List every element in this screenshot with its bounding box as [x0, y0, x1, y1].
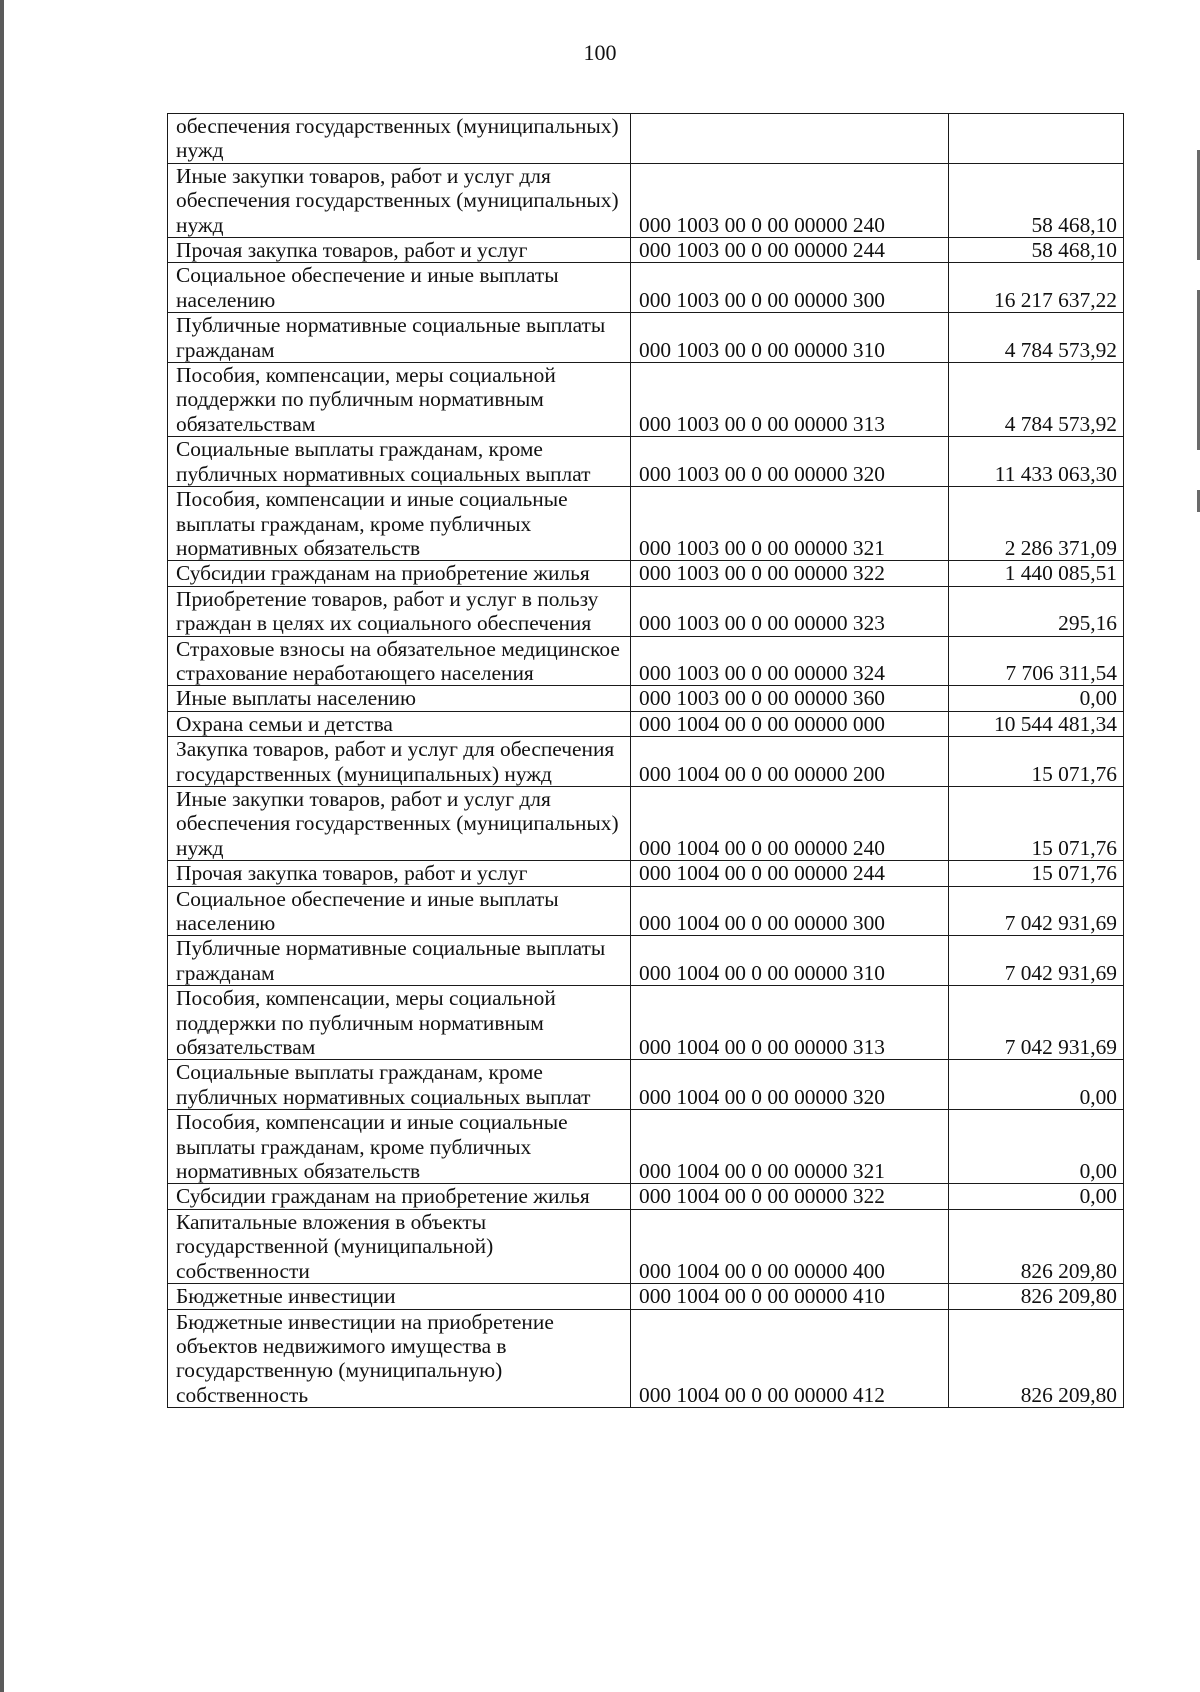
- row-sum-cell: 0,00: [949, 686, 1124, 711]
- row-sum-cell: 11 433 063,30: [949, 437, 1124, 487]
- row-name-cell: Пособия, компенсации, меры социальной поддержки по публичным нормативным обязательствам: [168, 986, 631, 1060]
- row-code-cell: 000 1003 00 0 00 00000 300: [631, 263, 949, 313]
- table-row: [168, 238, 1124, 263]
- table-row: [168, 636, 1124, 686]
- row-name-cell: Публичные нормативные социальные выплаты гражданам: [168, 936, 631, 986]
- row-sum-cell: 58 468,10: [949, 238, 1124, 263]
- row-name-cell: Иные закупки товаров, работ и услуг для обеспечения государственных (муниципальных) нужд: [168, 163, 631, 237]
- row-sum-cell: 4 784 573,92: [949, 363, 1124, 437]
- table-row: [168, 163, 1124, 237]
- table-row: [168, 487, 1124, 561]
- row-code-cell: 000 1004 00 0 00 00000 400: [631, 1209, 949, 1283]
- table-row: [168, 586, 1124, 636]
- table-row: [168, 686, 1124, 711]
- table-row: [168, 936, 1124, 986]
- row-code-cell: [631, 114, 949, 164]
- row-name-cell: Приобретение товаров, работ и услуг в пользу граждан в целях их социального обеспечения: [168, 586, 631, 636]
- row-code-cell: 000 1004 00 0 00 00000 244: [631, 861, 949, 886]
- row-sum-cell: 16 217 637,22: [949, 263, 1124, 313]
- row-name-cell: Капитальные вложения в объекты государственной (муниципальной) собственности: [168, 1209, 631, 1283]
- row-sum-cell: 2 286 371,09: [949, 487, 1124, 561]
- row-sum-cell: 826 209,80: [949, 1209, 1124, 1283]
- row-name-cell: Пособия, компенсации, меры социальной поддержки по публичным нормативным обязательствам: [168, 363, 631, 437]
- row-sum-cell: 0,00: [949, 1110, 1124, 1184]
- row-code-cell: 000 1003 00 0 00 00000 322: [631, 561, 949, 586]
- table-row: [168, 1060, 1124, 1110]
- row-sum-cell: 0,00: [949, 1184, 1124, 1209]
- row-code-cell: 000 1003 00 0 00 00000 313: [631, 363, 949, 437]
- row-sum-cell: 15 071,76: [949, 737, 1124, 787]
- row-code-cell: 000 1004 00 0 00 00000 240: [631, 786, 949, 860]
- row-sum-cell: 7 042 931,69: [949, 986, 1124, 1060]
- row-name-cell: Иные выплаты населению: [168, 686, 631, 711]
- row-code-cell: 000 1004 00 0 00 00000 000: [631, 711, 949, 736]
- table-row: [168, 561, 1124, 586]
- table-row: [168, 1184, 1124, 1209]
- row-name-cell: Субсидии гражданам на приобретение жилья: [168, 561, 631, 586]
- table-row: [168, 737, 1124, 787]
- row-name-cell: Социальные выплаты гражданам, кроме публичных нормативных социальных выплат: [168, 437, 631, 487]
- row-sum-cell: 295,16: [949, 586, 1124, 636]
- table-row: [168, 313, 1124, 363]
- row-name-cell: Прочая закупка товаров, работ и услуг: [168, 238, 631, 263]
- row-sum-cell: 7 706 311,54: [949, 636, 1124, 686]
- row-code-cell: 000 1003 00 0 00 00000 321: [631, 487, 949, 561]
- table-row: [168, 363, 1124, 437]
- row-sum-cell: 826 209,80: [949, 1309, 1124, 1408]
- row-code-cell: 000 1003 00 0 00 00000 320: [631, 437, 949, 487]
- table-row: [168, 263, 1124, 313]
- table-row: [168, 1309, 1124, 1408]
- row-name-cell: Бюджетные инвестиции на приобретение объектов недвижимого имущества в государственную (муниципальную) собственность: [168, 1309, 631, 1408]
- row-code-cell: 000 1003 00 0 00 00000 240: [631, 163, 949, 237]
- row-code-cell: 000 1004 00 0 00 00000 200: [631, 737, 949, 787]
- row-sum-cell: 15 071,76: [949, 786, 1124, 860]
- row-name-cell: Прочая закупка товаров, работ и услуг: [168, 861, 631, 886]
- row-name-cell: Публичные нормативные социальные выплаты гражданам: [168, 313, 631, 363]
- budget-table-body: [168, 114, 1124, 1408]
- row-sum-cell: 4 784 573,92: [949, 313, 1124, 363]
- row-name-cell: Пособия, компенсации и иные социальные выплаты гражданам, кроме публичных нормативных обязательств: [168, 487, 631, 561]
- row-code-cell: 000 1004 00 0 00 00000 412: [631, 1309, 949, 1408]
- row-name-cell: Социальные выплаты гражданам, кроме публичных нормативных социальных выплат: [168, 1060, 631, 1110]
- row-code-cell: 000 1004 00 0 00 00000 322: [631, 1184, 949, 1209]
- table-row: [168, 786, 1124, 860]
- row-code-cell: 000 1004 00 0 00 00000 321: [631, 1110, 949, 1184]
- row-sum-cell: [949, 114, 1124, 164]
- row-code-cell: 000 1004 00 0 00 00000 410: [631, 1284, 949, 1309]
- table-row: [168, 114, 1124, 164]
- table-row: [168, 1110, 1124, 1184]
- row-name-cell: Субсидии гражданам на приобретение жилья: [168, 1184, 631, 1209]
- table-row: [168, 1209, 1124, 1283]
- scan-left-edge: [0, 0, 4, 1692]
- row-sum-cell: 0,00: [949, 1060, 1124, 1110]
- row-sum-cell: 58 468,10: [949, 163, 1124, 237]
- row-code-cell: 000 1004 00 0 00 00000 320: [631, 1060, 949, 1110]
- row-name-cell: Пособия, компенсации и иные социальные выплаты гражданам, кроме публичных нормативных обязательств: [168, 1110, 631, 1184]
- table-row: [168, 886, 1124, 936]
- row-code-cell: 000 1004 00 0 00 00000 310: [631, 936, 949, 986]
- row-sum-cell: 15 071,76: [949, 861, 1124, 886]
- row-sum-cell: 1 440 085,51: [949, 561, 1124, 586]
- row-code-cell: 000 1003 00 0 00 00000 323: [631, 586, 949, 636]
- row-sum-cell: 10 544 481,34: [949, 711, 1124, 736]
- row-code-cell: 000 1003 00 0 00 00000 310: [631, 313, 949, 363]
- budget-table: [167, 113, 1124, 1408]
- row-sum-cell: 7 042 931,69: [949, 936, 1124, 986]
- table-row: [168, 437, 1124, 487]
- row-name-cell: Иные закупки товаров, работ и услуг для обеспечения государственных (муниципальных) нужд: [168, 786, 631, 860]
- table-row: [168, 861, 1124, 886]
- row-code-cell: 000 1003 00 0 00 00000 244: [631, 238, 949, 263]
- row-code-cell: 000 1004 00 0 00 00000 313: [631, 986, 949, 1060]
- row-sum-cell: 826 209,80: [949, 1284, 1124, 1309]
- row-name-cell: Социальное обеспечение и иные выплаты населению: [168, 886, 631, 936]
- table-row: [168, 711, 1124, 736]
- row-code-cell: 000 1003 00 0 00 00000 324: [631, 636, 949, 686]
- row-name-cell: Бюджетные инвестиции: [168, 1284, 631, 1309]
- table-row: [168, 986, 1124, 1060]
- row-name-cell: обеспечения государственных (муниципальных) нужд: [168, 114, 631, 164]
- page-number: 100: [583, 40, 617, 65]
- row-code-cell: 000 1003 00 0 00 00000 360: [631, 686, 949, 711]
- row-name-cell: Социальное обеспечение и иные выплаты населению: [168, 263, 631, 313]
- row-sum-cell: 7 042 931,69: [949, 886, 1124, 936]
- row-code-cell: 000 1004 00 0 00 00000 300: [631, 886, 949, 936]
- table-row: [168, 1284, 1124, 1309]
- row-name-cell: Закупка товаров, работ и услуг для обеспечения государственных (муниципальных) нужд: [168, 737, 631, 787]
- row-name-cell: Охрана семьи и детства: [168, 711, 631, 736]
- row-name-cell: Страховые взносы на обязательное медицинское страхование неработающего населения: [168, 636, 631, 686]
